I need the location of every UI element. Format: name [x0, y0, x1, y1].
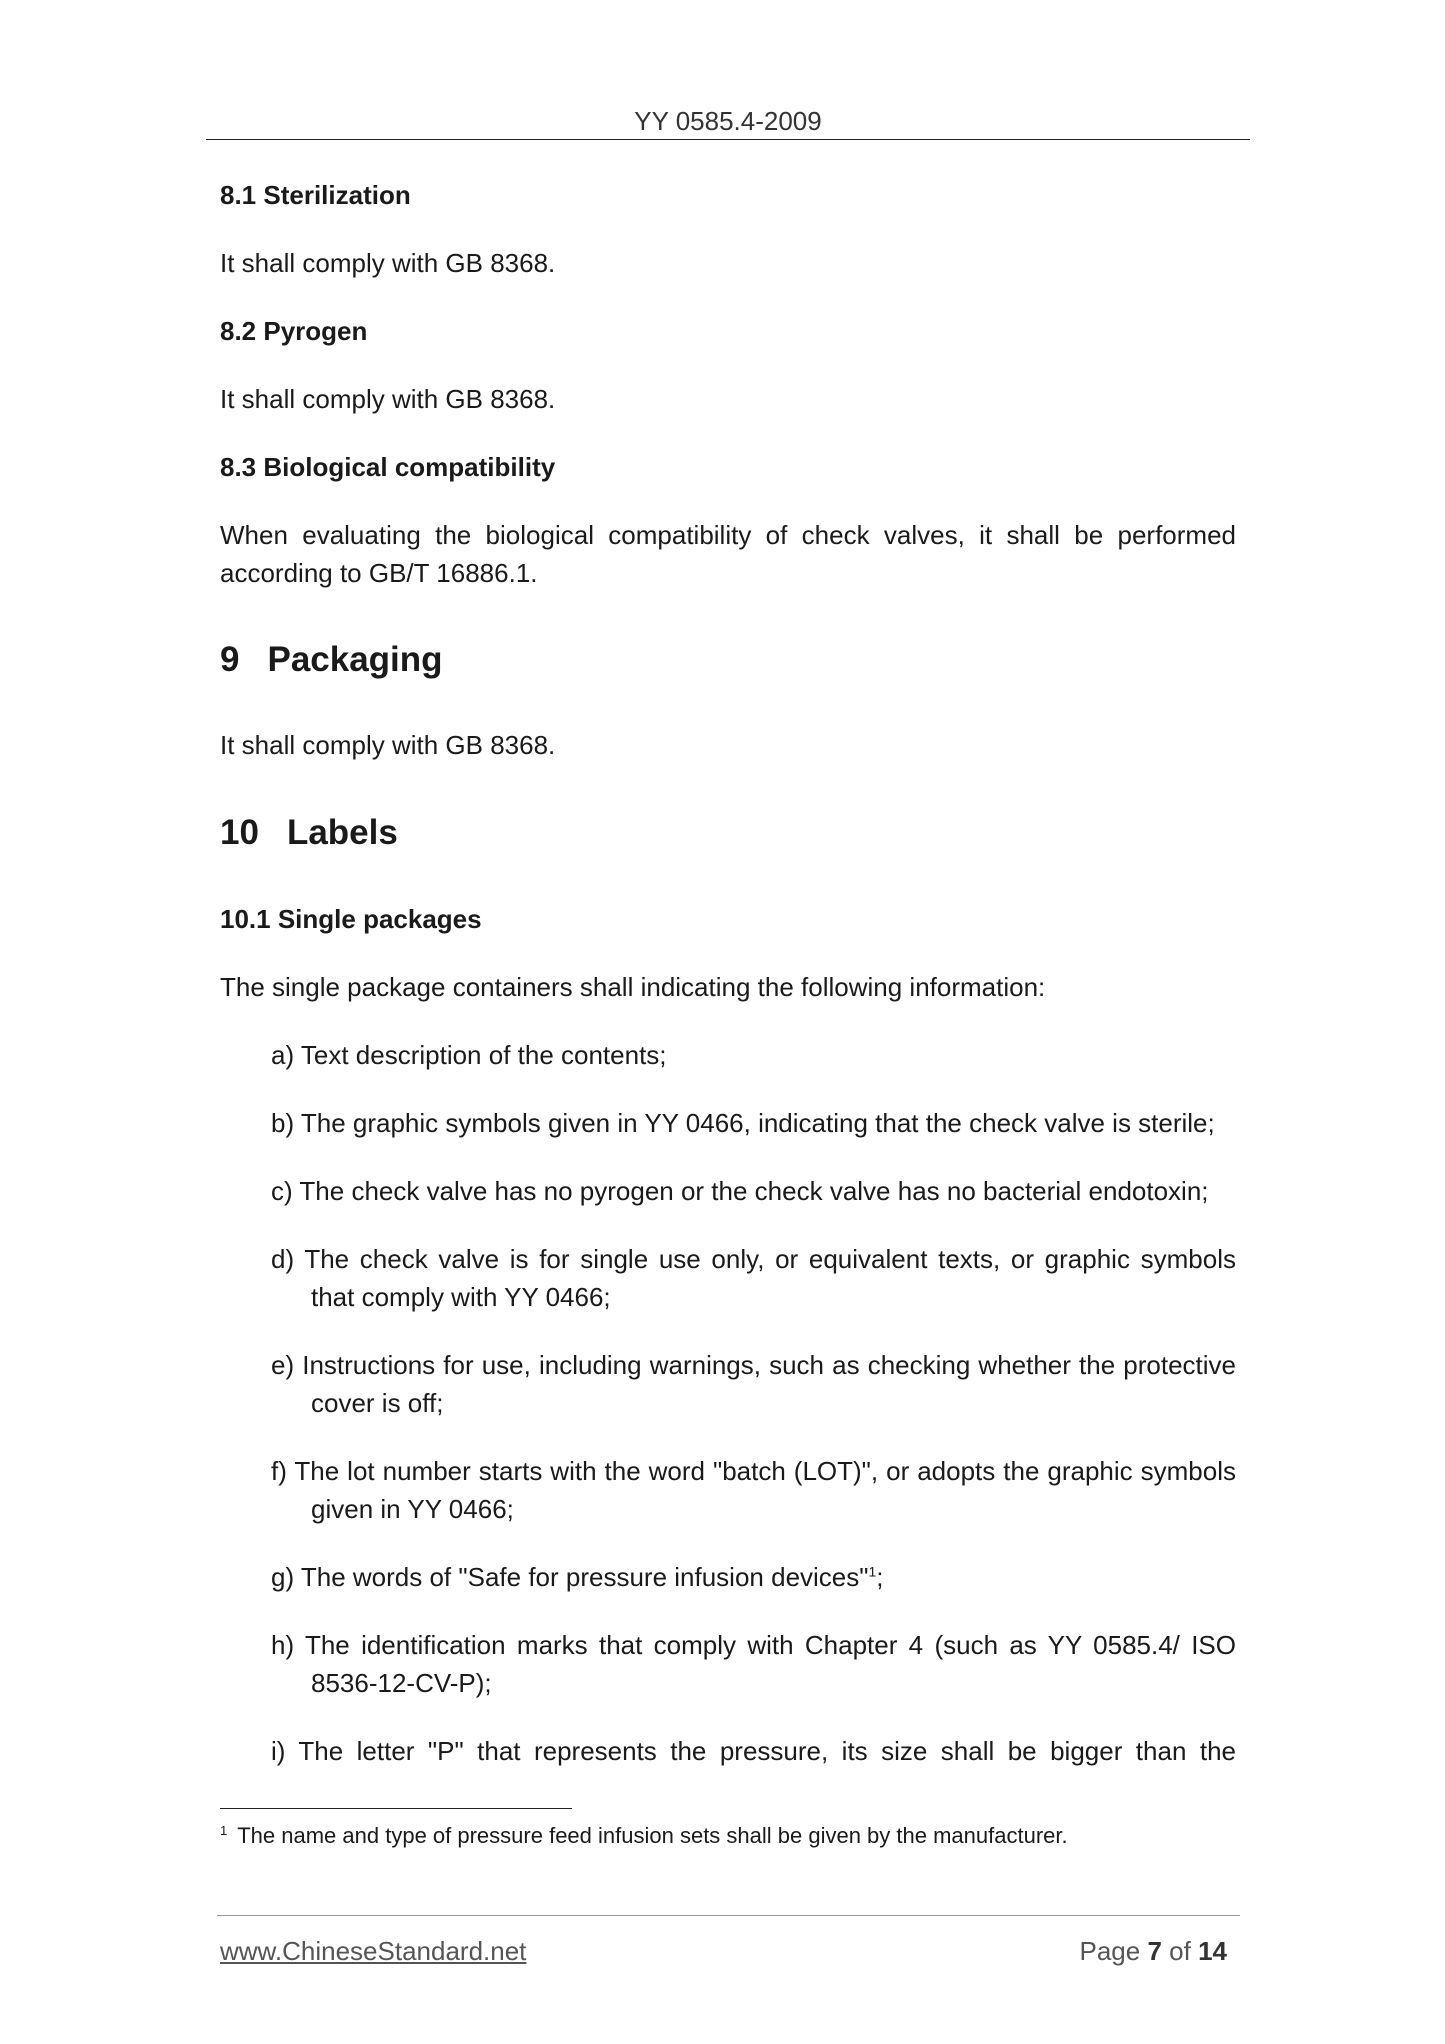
- list-item-f: f) The lot number starts with the word "batch (LOT)", or adopts the graphic symbols given in YY 0466;: [271, 1456, 1236, 1524]
- header-doc-code: YY 0585.4-2009: [634, 106, 822, 136]
- header-divider: [206, 139, 1250, 140]
- page-total: 14: [1198, 1936, 1227, 1966]
- footnote-marker: 1: [220, 1822, 228, 1838]
- list-item-c: c) The check valve has no pyrogen or the check valve has no bacterial endotoxin;: [271, 1176, 1209, 1206]
- section-8-3-text: When evaluating the biological compatibility of check valves, it shall be performed according to GB/T 16886.1.: [220, 520, 1236, 588]
- list-item-a: a) Text description of the contents;: [271, 1040, 667, 1070]
- section-8-1-text: It shall comply with GB 8368.: [220, 248, 556, 278]
- footer-divider: [217, 1915, 1240, 1916]
- page-indicator: [1079, 1936, 1227, 1967]
- footnote: [220, 1820, 1236, 1852]
- chapter-9-text: It shall comply with GB 8368.: [220, 730, 556, 760]
- list-item-g-end: ;: [876, 1562, 884, 1592]
- footnote-reference: 1: [868, 1563, 877, 1580]
- chapter-9-title: Packaging: [267, 640, 443, 679]
- list-item-g-text: g) The words of "Safe for pressure infusion devices": [271, 1562, 869, 1592]
- chapter-10-number: 10: [220, 813, 259, 852]
- section-10-1-heading: 10.1 Single packages: [220, 904, 482, 934]
- page-label: Page: [1079, 1936, 1141, 1966]
- list-item-e: e) Instructions for use, including warnings, such as checking whether the protective cover is off;: [271, 1350, 1236, 1418]
- section-8-2-heading: 8.2 Pyrogen: [220, 316, 368, 346]
- list-item-b: b) The graphic symbols given in YY 0466, indicating that the check valve is sterile;: [271, 1108, 1215, 1138]
- footnote-text: The name and type of pressure feed infusion sets shall be given by the manufacturer.: [237, 1823, 1068, 1848]
- section-8-3-heading: 8.3 Biological compatibility: [220, 452, 556, 482]
- chapter-10-heading: [220, 811, 1236, 855]
- section-8-1-heading: 8.1 Sterilization: [220, 180, 411, 210]
- list-item-h: h) The identification marks that comply with Chapter 4 (such as YY 0585.4/ ISO 8536-12-CV-P);: [271, 1630, 1236, 1698]
- chapter-9-heading: [220, 638, 1236, 682]
- list-item-i: i) The letter "P" that represents the pressure, its size shall be bigger than the: [271, 1736, 1236, 1766]
- list-item-g: [271, 1558, 1236, 1596]
- list-item-d: d) The check valve is for single use only, or equivalent texts, or graphic symbols that comply with YY 0466;: [271, 1244, 1236, 1312]
- chapter-9-number: 9: [220, 640, 240, 679]
- section-10-1-intro: The single package containers shall indicating the following information:: [220, 972, 1046, 1002]
- footnote-divider: [220, 1808, 572, 1809]
- page-of-label: of: [1169, 1936, 1191, 1966]
- section-8-2-text: It shall comply with GB 8368.: [220, 384, 556, 414]
- chapter-10-title: Labels: [286, 813, 398, 852]
- page-current: 7: [1147, 1936, 1162, 1966]
- website-link[interactable]: www.ChineseStandard.net: [220, 1936, 527, 1966]
